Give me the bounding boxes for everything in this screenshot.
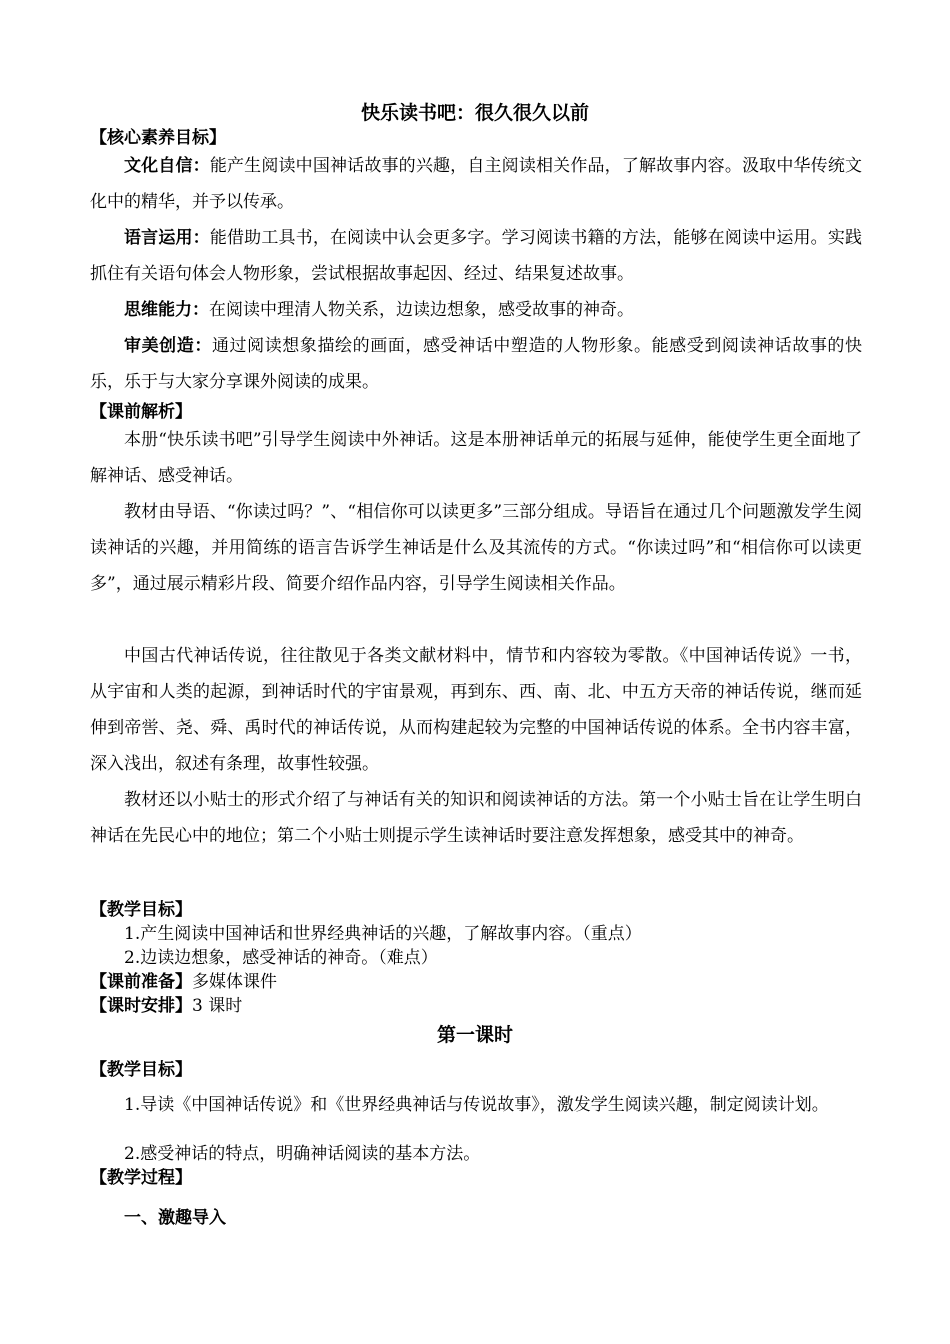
core-goal-text: 能产生阅读中国神话故事的兴趣，自主阅读相关作品，了解故事内容。汲取中华传统文化中的精华，并予以传承。 bbox=[90, 156, 863, 212]
preparation-value: 多媒体课件 bbox=[192, 972, 277, 992]
schedule-value: 3 课时 bbox=[192, 996, 243, 1016]
document-title: 快乐读书吧：很久很久以前 bbox=[360, 102, 589, 124]
core-goal-text: 能借助工具书，在阅读中认会更多字。学习阅读书籍的方法，能够在阅读中运用。实践抓住有关语句体会人物形象，尝试根据故事起因、经过、结果复述故事。 bbox=[90, 228, 863, 284]
lesson-goal-item: 2.感受神话的特点，明确神话阅读的基本方法。 bbox=[124, 1144, 481, 1164]
core-goal-text: 通过阅读想象描绘的画面，感受神话中塑造的人物形象。能感受到阅读神话故事的快乐，乐于与大家分享课外阅读的成果。 bbox=[90, 336, 863, 392]
lesson-title: 第一课时 bbox=[436, 1024, 513, 1046]
core-goal-thinking bbox=[90, 292, 862, 328]
core-goal-language bbox=[90, 220, 862, 292]
process-heading: 【教学过程】 bbox=[90, 1168, 192, 1188]
core-goal-label: 语言运用： bbox=[124, 228, 210, 248]
step-heading: 一、激趣导入 bbox=[124, 1208, 226, 1228]
core-goal-label: 文化自信： bbox=[124, 156, 210, 176]
analysis-paragraph: 中国古代神话传说，往往散见于各类文献材料中，情节和内容较为零散。《中国神话传说》一书，从宇宙和人类的起源，到神话时代的宇宙景观，再到东、西、南、北、中五方天帝的神话传说，继而延伸到帝喾、尧、舜、禹时代的神话传说，从而构建起较为完整的中国神话传说的体系。全书内容丰富，深入浅出，叙述有条理，故事性较强。 bbox=[90, 646, 862, 774]
teaching-goals-heading: 【教学目标】 bbox=[90, 900, 192, 920]
analysis-heading: 【课前解析】 bbox=[90, 402, 192, 422]
analysis-paragraph: 教材还以小贴士的形式介绍了与神话有关的知识和阅读神话的方法。第一个小贴士旨在让学生明白神话在先民心中的地位；第二个小贴士则提示学生读神话时要注意发挥想象，感受其中的神奇。 bbox=[90, 790, 862, 846]
analysis-paragraph: 本册“快乐读书吧”引导学生阅读中外神话。这是本册神话单元的拓展与延伸，能使学生更全面地了解神话、感受神话。 bbox=[90, 430, 862, 486]
core-goal-label: 审美创造： bbox=[124, 336, 212, 356]
preparation-row bbox=[90, 970, 277, 994]
core-goal-label: 思维能力： bbox=[124, 300, 209, 320]
lesson-goal-item: 1.导读《中国神话传说》和《世界经典神话与传说故事》，激发学生阅读兴趣，制定阅读计划。 bbox=[124, 1095, 829, 1115]
teaching-goal-item: 2.边读边想象，感受神话的神奇。（难点） bbox=[124, 948, 438, 968]
teaching-goal-item: 1.产生阅读中国神话和世界经典神话的兴趣，了解故事内容。（重点） bbox=[124, 924, 642, 944]
lesson-goals-heading: 【教学目标】 bbox=[90, 1060, 192, 1080]
core-goals-heading: 【核心素养目标】 bbox=[90, 128, 226, 148]
core-goal-text: 在阅读中理清人物关系，边读边想象，感受故事的神奇。 bbox=[209, 300, 634, 320]
analysis-paragraph: 教材由导语、“你读过吗？”、“相信你可以读更多”三部分组成。导语旨在通过几个问题激发学生阅读神话的兴趣，并用简练的语言告诉学生神话是什么及其流传的方式。“你读过吗”和“相信你可以读更多”，通过展示精彩片段、简要介绍作品内容，引导学生阅读相关作品。 bbox=[90, 502, 862, 594]
schedule-heading: 【课时安排】 bbox=[90, 996, 192, 1016]
core-goal-aesthetic bbox=[90, 328, 862, 400]
schedule-row bbox=[90, 994, 242, 1018]
core-goal-culture bbox=[90, 148, 862, 220]
preparation-heading: 【课前准备】 bbox=[90, 972, 192, 992]
